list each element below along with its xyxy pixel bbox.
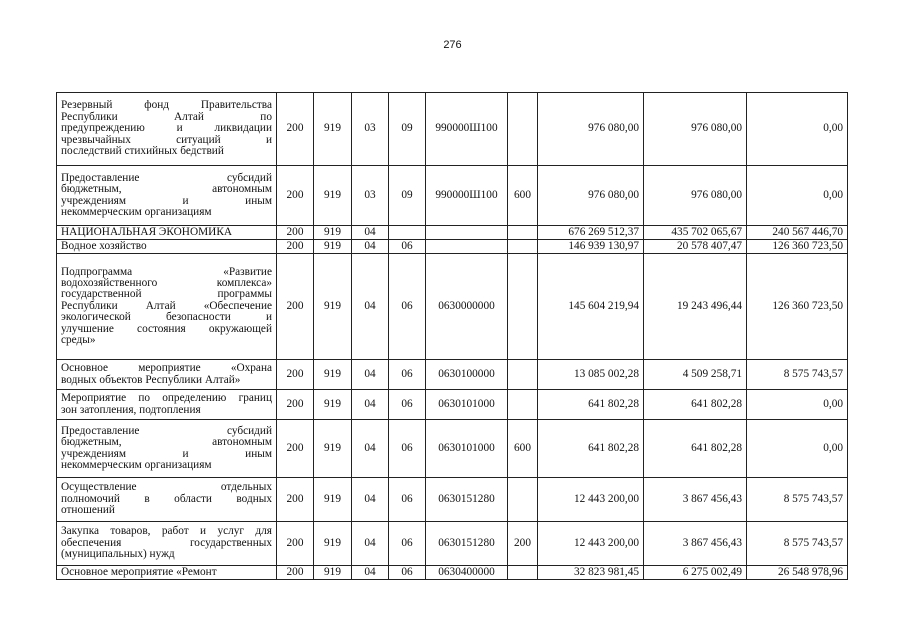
cell-csr: 0630000000 [426, 254, 508, 360]
cell-ved: 919 [314, 166, 352, 226]
cell-pr: 06 [389, 478, 426, 522]
cell-name [57, 522, 277, 566]
cell-pr: 06 [389, 360, 426, 390]
name-line: Закупка товаров, работ и услуг для [61, 525, 272, 538]
cell-ved: 919 [314, 566, 352, 580]
name-line: некоммерческим организациям [61, 205, 212, 218]
name-line: последствий стихийных бедствий [61, 145, 224, 158]
cell-sum-3: 8 575 743,57 [747, 360, 848, 390]
cell-sum-2: 976 080,00 [644, 166, 747, 226]
cell-name [57, 390, 277, 420]
cell-name [57, 478, 277, 522]
name-line: полномочий в области водных [61, 492, 272, 505]
cell-gr: 200 [277, 93, 314, 166]
table-row [57, 240, 848, 254]
cell-sum-1: 146 939 130,97 [538, 240, 644, 254]
name-line: Предоставление субсидий [61, 424, 272, 437]
cell-sum-1: 12 443 200,00 [538, 478, 644, 522]
cell-pr: 06 [389, 254, 426, 360]
cell-gr: 200 [277, 166, 314, 226]
cell-ved: 919 [314, 93, 352, 166]
cell-vr [508, 360, 538, 390]
cell-name [57, 166, 277, 226]
name-line: Мероприятие по определению границ [61, 392, 272, 405]
cell-csr: 990000Ш100 [426, 166, 508, 226]
cell-sum-1: 676 269 512,37 [538, 226, 644, 240]
table-row [57, 254, 848, 360]
cell-rz: 04 [352, 566, 389, 580]
cell-sum-2: 19 243 496,44 [644, 254, 747, 360]
cell-sum-1: 32 823 981,45 [538, 566, 644, 580]
cell-sum-3: 0,00 [747, 420, 848, 478]
name-line: отношений [61, 504, 115, 517]
cell-csr: 990000Ш100 [426, 93, 508, 166]
cell-sum-2: 20 578 407,47 [644, 240, 747, 254]
cell-sum-3: 126 360 723,50 [747, 254, 848, 360]
name-line: водохозяйственного комплекса» [61, 276, 272, 289]
cell-gr: 200 [277, 522, 314, 566]
name-line: Республики Алтай «Обеспечение [61, 299, 272, 312]
cell-name [57, 420, 277, 478]
name-line: бюджетным, автономным [61, 436, 272, 449]
cell-sum-2: 976 080,00 [644, 93, 747, 166]
cell-csr: 0630151280 [426, 522, 508, 566]
cell-sum-1: 12 443 200,00 [538, 522, 644, 566]
name-line: Основное мероприятие «Охрана [61, 362, 272, 375]
cell-rz: 04 [352, 254, 389, 360]
cell-csr: 0630100000 [426, 360, 508, 390]
cell-rz: 03 [352, 166, 389, 226]
cell-sum-3: 26 548 978,96 [747, 566, 848, 580]
cell-ved: 919 [314, 390, 352, 420]
name-line: улучшение состояния окружающей [61, 322, 272, 335]
cell-pr: 06 [389, 566, 426, 580]
cell-vr [508, 93, 538, 166]
table-row [57, 226, 848, 240]
cell-name [57, 93, 277, 166]
cell-ved: 919 [314, 254, 352, 360]
table-row [57, 522, 848, 566]
cell-gr: 200 [277, 566, 314, 580]
name-line: зон затопления, подтопления [61, 403, 201, 416]
cell-gr: 200 [277, 226, 314, 240]
cell-ved: 919 [314, 420, 352, 478]
cell-rz: 03 [352, 93, 389, 166]
name-line: Республики Алтай по [61, 110, 272, 123]
cell-gr: 200 [277, 478, 314, 522]
name-line: Резервный фонд Правительства [61, 99, 272, 112]
cell-csr: 0630400000 [426, 566, 508, 580]
cell-sum-3: 8 575 743,57 [747, 478, 848, 522]
cell-rz: 04 [352, 226, 389, 240]
table-row [57, 566, 848, 580]
name-line: среды» [61, 334, 96, 347]
cell-sum-1: 641 802,28 [538, 420, 644, 478]
cell-ved: 919 [314, 360, 352, 390]
cell-sum-1: 13 085 002,28 [538, 360, 644, 390]
cell-csr [426, 240, 508, 254]
table-row [57, 93, 848, 166]
cell-sum-3: 0,00 [747, 93, 848, 166]
cell-sum-3: 8 575 743,57 [747, 522, 848, 566]
name-line: бюджетным, автономным [61, 183, 272, 196]
name-line: Осуществление отдельных [61, 481, 272, 494]
cell-sum-1: 145 604 219,94 [538, 254, 644, 360]
cell-name [57, 240, 277, 254]
table-row [57, 360, 848, 390]
name-line: экологической безопасности и [61, 311, 272, 324]
cell-sum-3: 240 567 446,70 [747, 226, 848, 240]
name-line: Основное мероприятие «Ремонт [61, 565, 217, 578]
cell-pr: 06 [389, 390, 426, 420]
cell-sum-1: 976 080,00 [538, 166, 644, 226]
cell-pr: 06 [389, 420, 426, 478]
cell-sum-3: 0,00 [747, 390, 848, 420]
cell-gr: 200 [277, 390, 314, 420]
cell-pr: 09 [389, 93, 426, 166]
cell-ved: 919 [314, 226, 352, 240]
cell-sum-1: 641 802,28 [538, 390, 644, 420]
cell-sum-3: 0,00 [747, 166, 848, 226]
cell-vr: 200 [508, 522, 538, 566]
cell-gr: 200 [277, 240, 314, 254]
cell-sum-2: 4 509 258,71 [644, 360, 747, 390]
cell-name [57, 360, 277, 390]
name-line: государственной программы [61, 288, 272, 301]
cell-csr: 0630151280 [426, 478, 508, 522]
cell-vr [508, 226, 538, 240]
name-line: предупреждению и ликвидации [61, 122, 272, 135]
cell-sum-2: 6 275 002,49 [644, 566, 747, 580]
cell-rz: 04 [352, 420, 389, 478]
cell-rz: 04 [352, 478, 389, 522]
cell-name [57, 254, 277, 360]
cell-sum-2: 641 802,28 [644, 420, 747, 478]
name-line: Водное хозяйство [61, 239, 147, 252]
cell-rz: 04 [352, 390, 389, 420]
cell-rz: 04 [352, 522, 389, 566]
cell-gr: 200 [277, 360, 314, 390]
cell-csr: 0630101000 [426, 420, 508, 478]
name-line: водных объектов Республики Алтай» [61, 373, 241, 386]
name-line: НАЦИОНАЛЬНАЯ ЭКОНОМИКА [61, 225, 233, 238]
name-line: чрезвычайных ситуаций и [61, 133, 272, 146]
cell-vr [508, 240, 538, 254]
cell-name [57, 566, 277, 580]
name-line: некоммерческим организациям [61, 458, 212, 471]
table-row [57, 166, 848, 226]
name-line: Предоставление субсидий [61, 171, 272, 184]
cell-vr [508, 254, 538, 360]
cell-rz: 04 [352, 360, 389, 390]
name-line: обеспечения государственных [61, 536, 272, 549]
cell-gr: 200 [277, 420, 314, 478]
cell-vr [508, 566, 538, 580]
table-row [57, 420, 848, 478]
cell-pr: 06 [389, 522, 426, 566]
cell-sum-1: 976 080,00 [538, 93, 644, 166]
cell-vr [508, 390, 538, 420]
cell-sum-3: 126 360 723,50 [747, 240, 848, 254]
page-number: 276 [443, 39, 462, 51]
cell-pr: 06 [389, 240, 426, 254]
name-line: Подпрограмма «Развитие [61, 265, 272, 278]
cell-sum-2: 435 702 065,67 [644, 226, 747, 240]
cell-vr: 600 [508, 166, 538, 226]
cell-rz: 04 [352, 240, 389, 254]
cell-gr: 200 [277, 254, 314, 360]
table-row [57, 478, 848, 522]
cell-sum-2: 3 867 456,43 [644, 478, 747, 522]
cell-csr [426, 226, 508, 240]
cell-csr: 0630101000 [426, 390, 508, 420]
cell-sum-2: 641 802,28 [644, 390, 747, 420]
cell-pr: 09 [389, 166, 426, 226]
cell-name [57, 226, 277, 240]
cell-ved: 919 [314, 478, 352, 522]
cell-pr [389, 226, 426, 240]
cell-vr [508, 478, 538, 522]
table-row [57, 390, 848, 420]
name-line: учреждениям и иным [61, 447, 272, 460]
name-line: (муниципальных) нужд [61, 548, 175, 561]
name-line: учреждениям и иным [61, 194, 272, 207]
cell-vr: 600 [508, 420, 538, 478]
cell-ved: 919 [314, 522, 352, 566]
budget-table [56, 92, 848, 580]
cell-sum-2: 3 867 456,43 [644, 522, 747, 566]
cell-ved: 919 [314, 240, 352, 254]
